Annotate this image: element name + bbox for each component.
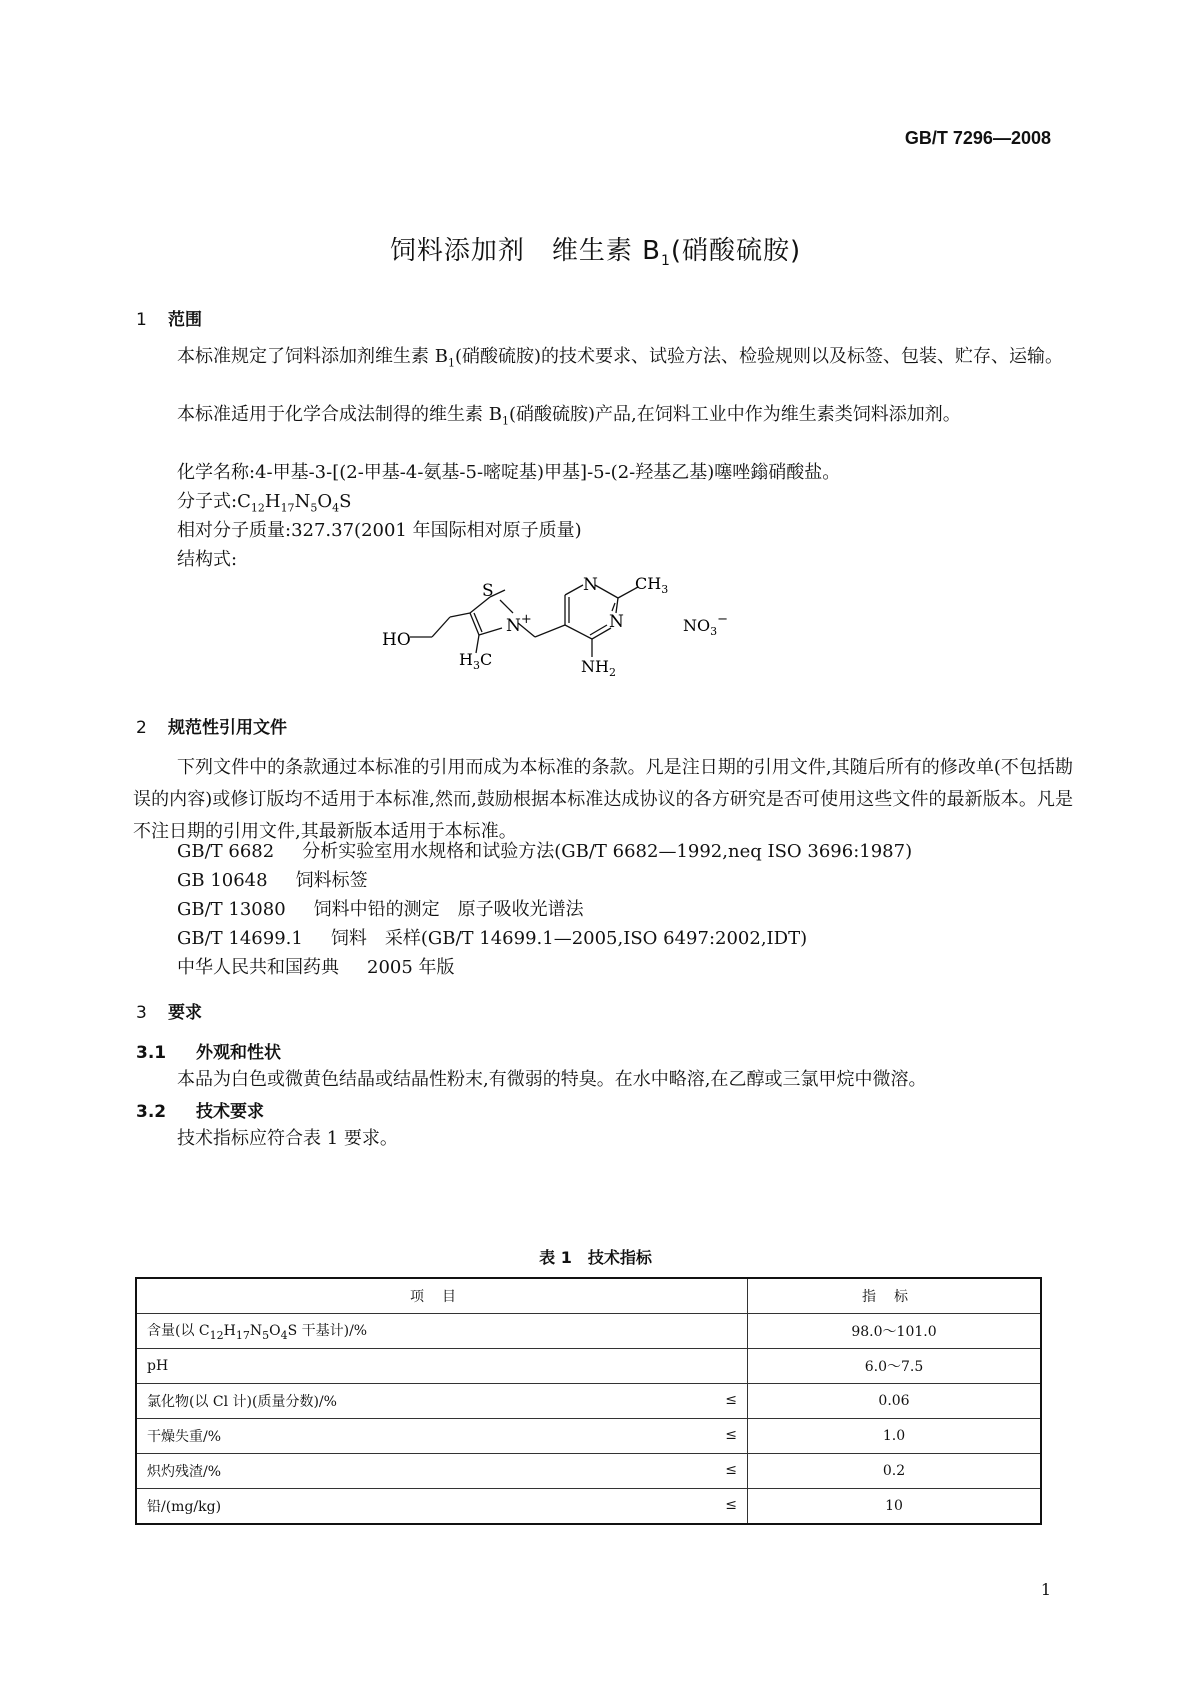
reference-item: GB/T 6682 分析实验室用水规格和试验方法(GB/T 6682—1992,neq ISO 3696:1987)	[177, 841, 913, 862]
table-caption: 表 1 技术指标	[539, 1248, 652, 1267]
atom-n-top: N	[583, 575, 598, 595]
reference-item: 中华人民共和国药典 2005 年版	[177, 957, 455, 978]
document-title: 饲料添加剂 维生素 $B_1$(硝酸硫胺)	[389, 236, 802, 270]
le-symbol: ≤	[725, 1392, 737, 1408]
molecular-formula: 分子式$:C_{12}H_{17}N_5O_4S$	[177, 491, 352, 515]
le-symbol: ≤	[725, 1427, 737, 1443]
structure-label: 结构式:	[177, 549, 238, 570]
reference-item: GB/T 14699.1 饲料 采样(GB/T 14699.1—2005,ISO 6497:2002,IDT)	[177, 928, 808, 949]
row-value: 10	[748, 1489, 1042, 1525]
reference-item: GB/T 13080 饲料中铅的测定 原子吸收光谱法	[177, 899, 584, 920]
le-symbol: ≤	[725, 1462, 737, 1478]
table-row	[136, 1349, 1041, 1384]
section-3-2-text: 技术指标应符合表 1 要求。	[177, 1128, 398, 1149]
spec-table	[135, 1277, 1042, 1525]
structural-formula	[370, 565, 770, 685]
row-item: 铅/(mg/kg) ≤	[136, 1489, 748, 1525]
molecular-mass: 相对分子质量:327.37(2001 年国际相对原子质量)	[177, 520, 582, 541]
row-value: 0.06	[748, 1384, 1042, 1419]
table-row	[136, 1419, 1041, 1454]
section-1-paragraph-1: 本标准规定了饲料添加剂维生素 $B_1$(硝酸硫胺)的技术要求、试验方法、检验规则以及标签、包装、贮存、运输。	[177, 346, 1063, 370]
row-value: 0.2	[748, 1454, 1042, 1489]
row-item: pH	[136, 1349, 748, 1384]
row-item: 干燥失重/% ≤	[136, 1419, 748, 1454]
group-ch3: $CH_3$	[635, 574, 669, 596]
section-3-1-text: 本品为白色或微黄色结晶或结晶性粉末,有微弱的特臭。在水中略溶,在乙醇或三氯甲烷中微溶。	[177, 1069, 927, 1090]
table-row	[136, 1489, 1041, 1525]
le-symbol: ≤	[725, 1497, 737, 1513]
section-1-heading: 1 范围	[136, 310, 202, 330]
header-item: 项目	[136, 1278, 748, 1314]
group-ho: HO	[382, 630, 411, 650]
atom-n-plus: N+	[506, 612, 532, 636]
reference-item: GB 10648 饲料标签	[177, 870, 368, 891]
row-value: 98.0～101.0	[748, 1314, 1042, 1349]
ion-no3: $NO_3^-$	[683, 612, 729, 638]
section-2-heading: 2 规范性引用文件	[136, 718, 287, 738]
row-item: 含量(以 $C_{12}H_{17}N_5O_4S$ 干基计)/%	[136, 1314, 748, 1349]
atom-s: S	[482, 581, 494, 601]
section-3-1-heading: 3.1 外观和性状	[136, 1043, 281, 1063]
row-item: 炽灼残渣/% ≤	[136, 1454, 748, 1489]
standard-number: GB/T 7296—2008	[904, 128, 1051, 148]
table-row	[136, 1454, 1041, 1489]
table-row	[136, 1314, 1041, 1349]
atom-n-mid: N	[609, 612, 624, 632]
page-number: 1	[1040, 1580, 1051, 1599]
section-3-2-heading: 3.2 技术要求	[136, 1102, 264, 1122]
row-value: 1.0	[748, 1419, 1042, 1454]
row-item: 氯化物(以 Cl 计)(质量分数)/% ≤	[136, 1384, 748, 1419]
group-nh2: $NH_2$	[581, 657, 616, 679]
chemical-name: 化学名称:4-甲基-3-[(2-甲基-4-氨基-5-嘧啶基)甲基]-5-(2-羟基乙基)噻唑鎓硝酸盐。	[177, 462, 841, 483]
section-3-heading: 3 要求	[136, 1003, 202, 1023]
table-row	[136, 1384, 1041, 1419]
section-1-paragraph-2: 本标准适用于化学合成法制得的维生素 $B_1$(硝酸硫胺)产品,在饲料工业中作为维生素类饲料添加剂。	[177, 404, 961, 428]
header-value: 指标	[748, 1278, 1042, 1314]
group-h3c: $H_3C$	[459, 650, 493, 672]
section-2-paragraph: 下列文件中的条款通过本标准的引用而成为本标准的条款。凡是注日期的引用文件,其随后所有的修改单(不包括勘误的内容)或修订版均不适用于本标准,然而,鼓励根据本标准达成协议的各方研究是否可使用这些文件的最新版本。凡是不注日期的引用文件,其最新版本适用于本标准。	[133, 757, 1073, 842]
table-header-row	[136, 1278, 1041, 1314]
row-value: 6.0～7.5	[748, 1349, 1042, 1384]
